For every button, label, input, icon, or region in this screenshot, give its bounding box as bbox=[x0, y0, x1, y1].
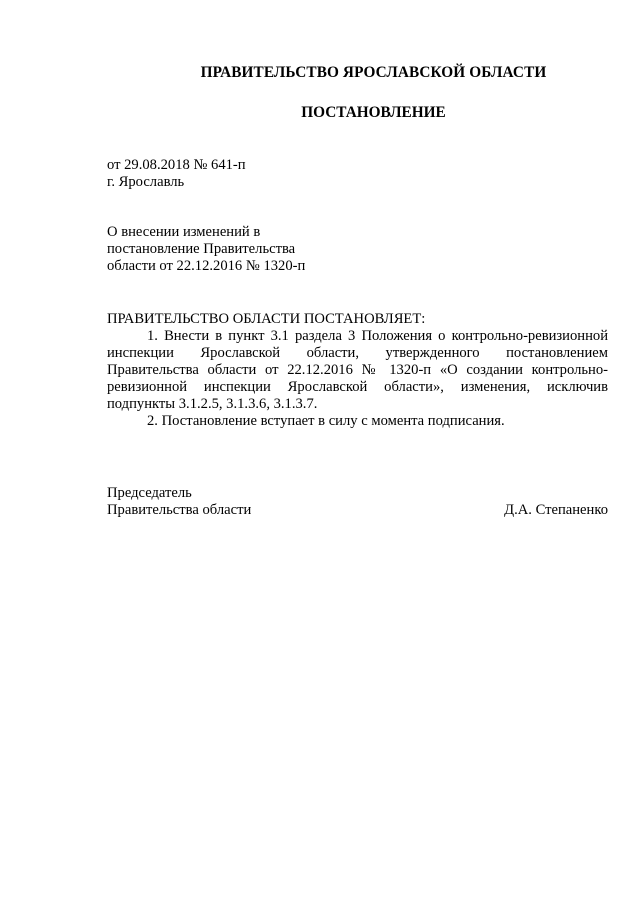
signer-name: Д.А. Степаненко bbox=[504, 502, 608, 518]
document-type: ПОСТАНОВЛЕНИЕ bbox=[301, 104, 446, 121]
signer-position-line2: Правительства области bbox=[107, 502, 252, 518]
decree-heading: ПРАВИТЕЛЬСТВО ОБЛАСТИ ПОСТАНОВЛЯЕТ: bbox=[107, 311, 426, 327]
date-number: от 29.08.2018 № 641-п bbox=[107, 157, 246, 173]
subject-line: постановление Правительства bbox=[107, 241, 296, 257]
document-meta bbox=[107, 157, 246, 191]
signer-position-line1: Председатель bbox=[107, 485, 192, 501]
signature-block bbox=[107, 485, 608, 519]
subject-line: области от 22.12.2016 № 1320-п bbox=[107, 258, 306, 274]
paragraph-1: 1. Внести в пункт 3.1 раздела 3 Положения о контрольно-ревизионной инспекции Ярославской области, утвержденного постановлением Правительства области от 22.12.2016 № 1320-п «О создании контрольно-ревизионной инспекции Ярославской области», изменения, исключив подпункты 3.1.2.5, 3.1.3.6, 3.1.3.7. bbox=[107, 328, 608, 412]
document-body bbox=[107, 311, 608, 430]
paragraph-2: 2. Постановление вступает в силу с момента подписания. bbox=[147, 413, 505, 429]
government-title: ПРАВИТЕЛЬСТВО ЯРОСЛАВСКОЙ ОБЛАСТИ bbox=[200, 64, 547, 81]
signer-row bbox=[107, 502, 608, 519]
city: г. Ярославль bbox=[107, 174, 185, 190]
document-subject bbox=[107, 224, 305, 275]
subject-line: О внесении изменений в bbox=[107, 224, 261, 240]
